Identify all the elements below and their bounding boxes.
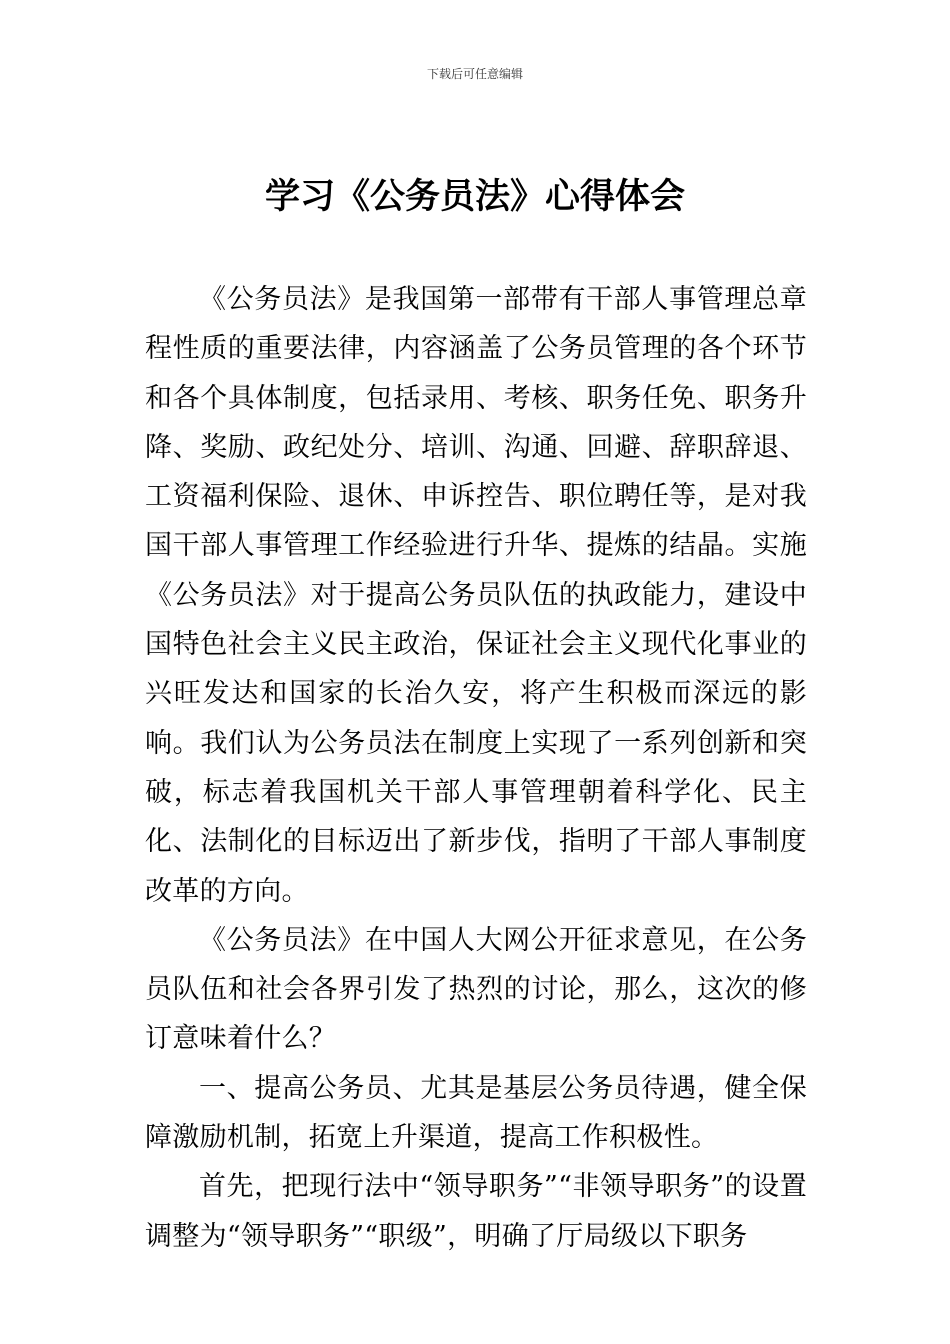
paragraph-3: 一、提高公务员、尤其是基层公务员待遇，健全保障激励机制，拓宽上升渠道，提高工作积极性。 (145, 1072, 807, 1154)
paragraph-1: 《公务员法》是我国第一部带有干部人事管理总章程性质的重要法律，内容涵盖了公务员管理的各个环节和各个具体制度，包括录用、考核、职务任免、职务升降、奖励、政纪处分、培训、沟通、回避、辞职辞退、工资福利保险、退休、申诉控告、职位聘任等，是对我国干部人事管理工作经验进行升华、提炼的结晶。实施《公务员法》对于提高公务员队伍的执政能力，建设中国特色社会主义民主政治，保证社会主义现代化事业的兴旺发达和国家的长治久安，将产生积极而深远的影响。我们认为公务员法在制度上实现了一系列创新和突破，标志着我国机关干部人事管理朝着科学化、民主化、法制化的目标迈出了新步伐，指明了干部人事制度改革的方向。 (145, 284, 807, 907)
header-note: 下载后可任意编辑 (426, 67, 523, 81)
document-title: 学习《公务员法》心得体会 (264, 177, 685, 217)
paragraph-4: 首先，把现行法中“领导职务”“非领导职务”的设置调整为“领导职务”“职级”，明确了厅局级以下职务 (145, 1171, 807, 1252)
paragraph-2: 《公务员法》在中国人大网公开征求意见，在公务员队伍和社会各界引发了热烈的讨论，那么，这次的修订意味着什么？ (145, 924, 807, 1055)
document-body (145, 275, 807, 1261)
